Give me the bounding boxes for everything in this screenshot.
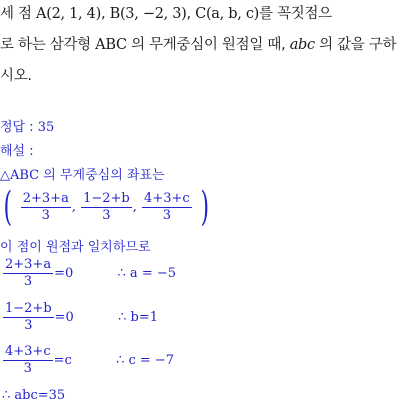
equation-2: $\frac{1-2+b}{3}$ =0 ∴ b=1 xyxy=(5,301,158,333)
left-paren: ( xyxy=(3,184,13,230)
coord-z-fraction: $\frac{4+3+c}{3}$ xyxy=(144,190,190,223)
eq2-fraction: $\frac{1-2+b}{3}$ xyxy=(5,301,52,333)
eq3-fraction: $\frac{4+3+c}{3}$ xyxy=(5,344,51,376)
question-line-2: 로 하는 삼각형 ABC 의 무게중심이 원점일 때, abc 의 값을 구하 xyxy=(0,37,397,53)
equation-3: $\frac{4+3+c}{3}$ =c ∴ c = −7 xyxy=(5,344,175,376)
question-line-1: 세 점 A(2, 1, 4), B(3, −2, 3), C(a, b, c)를 꼭짓점으 xyxy=(0,6,332,22)
coincide-statement: 이 점이 원점과 일치하므로 xyxy=(0,240,151,255)
answer-label: 정답 : xyxy=(0,120,34,135)
eq3-result: ∴ c = −7 xyxy=(116,353,175,368)
right-paren: ) xyxy=(200,184,209,230)
eq1-result: ∴ a = −5 xyxy=(117,266,177,281)
coord-y-fraction: $\frac{1-2+b}{3}$ xyxy=(83,190,130,223)
explanation-label: 해설 : xyxy=(0,144,34,159)
eq1-fraction: $\frac{2+3+a}{3}$ xyxy=(5,257,52,289)
eq2-result: ∴ b=1 xyxy=(118,310,158,325)
centroid-statement: △ABC 의 무게중심의 좌표는 xyxy=(0,168,165,183)
final-answer: ∴ abc=35 xyxy=(2,388,66,403)
centroid-coordinates: ( $\frac{2+3+a}{3}$ , $\frac{1-2+b}{3}$ , $\frac{4+3+c}{3}$ ) xyxy=(3,184,209,230)
coord-x-fraction: $\frac{2+3+a}{3}$ xyxy=(22,190,69,223)
answer-value: 35 xyxy=(37,120,55,135)
question-line-3: 시오. xyxy=(0,68,32,84)
equation-1: $\frac{2+3+a}{3}$ =0 ∴ a = −5 xyxy=(5,257,177,289)
answer-row xyxy=(0,116,54,135)
